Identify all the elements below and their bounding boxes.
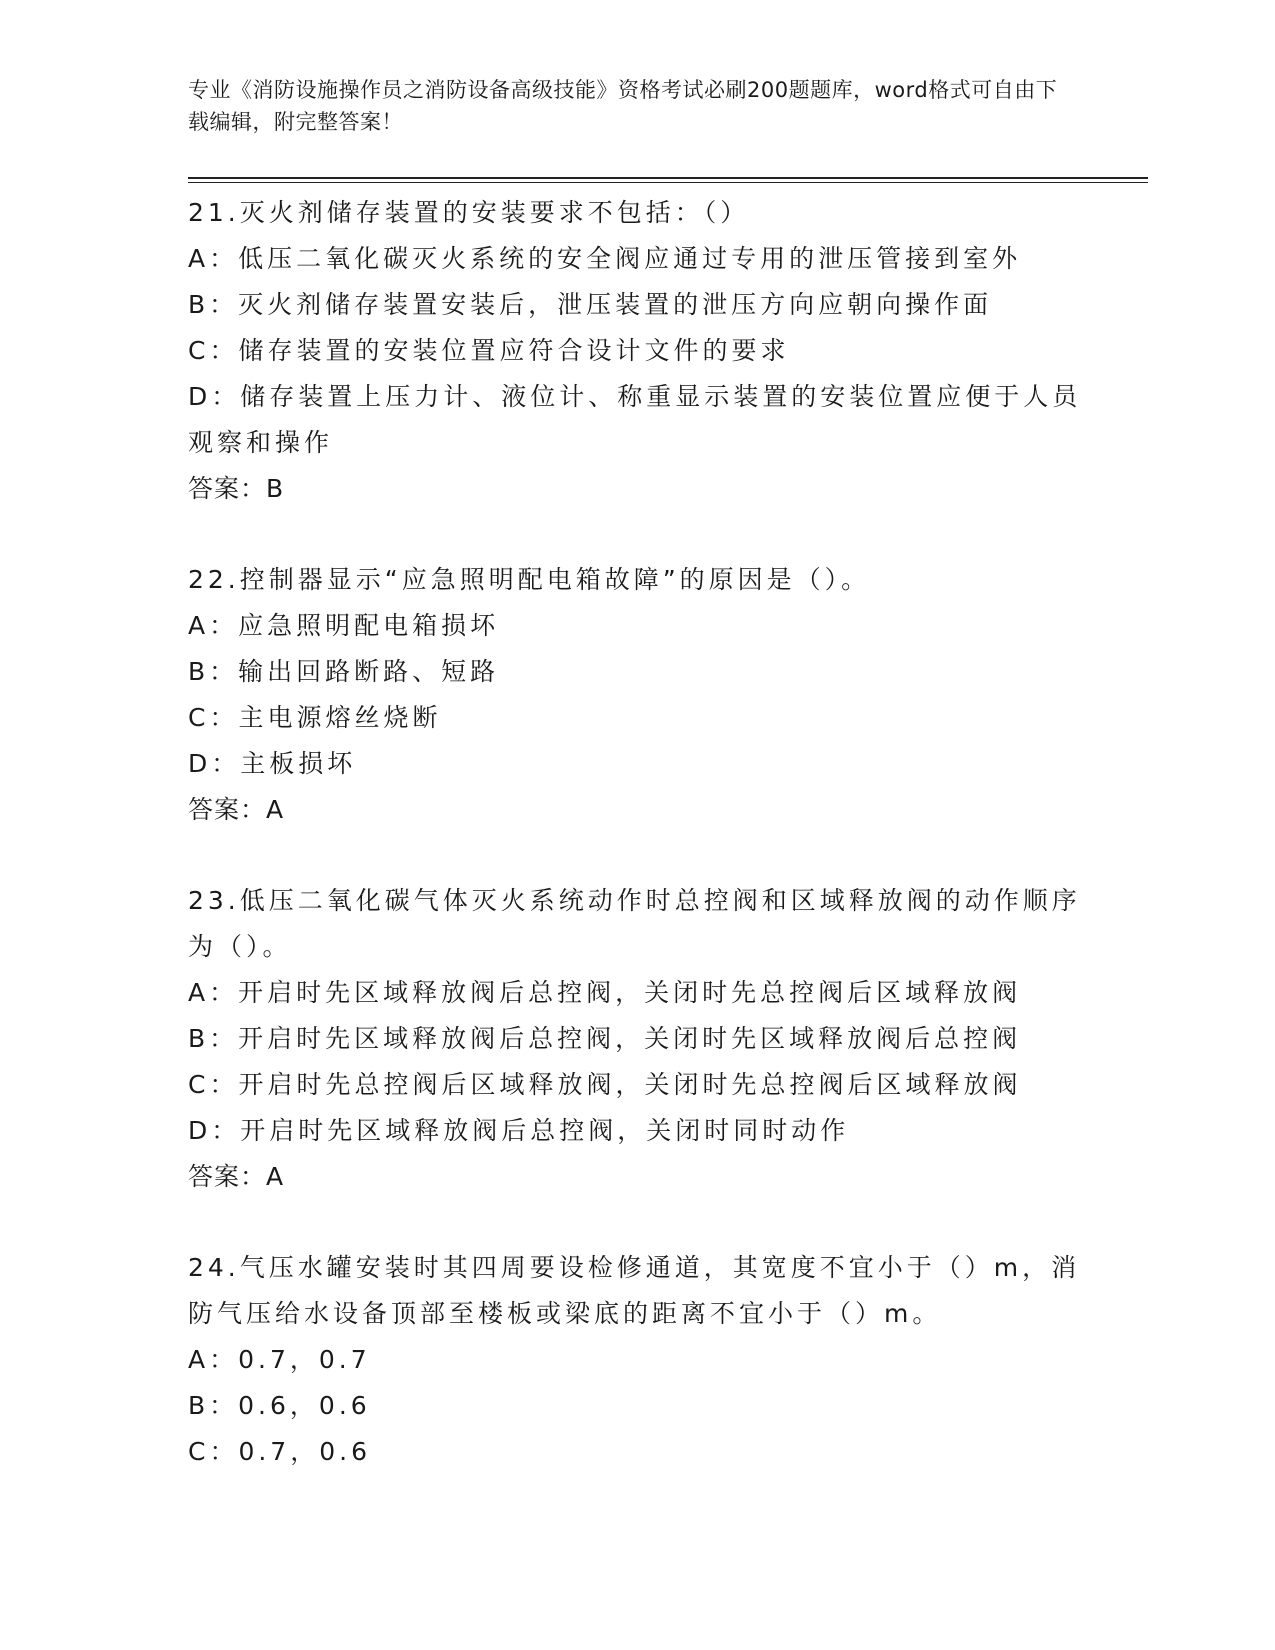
- question-22: [188, 557, 1088, 833]
- question-stem: 22.控制器显示“应急照明配电箱故障”的原因是（）。: [188, 565, 871, 594]
- question-stem: 23.低压二氧化碳气体灭火系统动作时总控阀和区域释放阀的动作顺序为（）。: [188, 886, 1081, 961]
- option-d: D：开启时先区域释放阀后总控阀，关闭时同时动作: [188, 1116, 850, 1145]
- option-d: D：主板损坏: [188, 749, 357, 778]
- answer-line: 答案：A: [188, 1162, 285, 1191]
- question-list: [188, 190, 1088, 1520]
- answer-line: 答案：B: [188, 474, 285, 503]
- question-stem: 24.气压水罐安装时其四周要设检修通道，其宽度不宜小于（）m，消防气压给水设备顶部至楼板或梁底的距离不宜小于（）m。: [188, 1253, 1081, 1328]
- header-divider-thin: [188, 182, 1148, 183]
- question-24: [188, 1245, 1088, 1475]
- option-b: B：开启时先区域释放阀后总控阀，关闭时先区域释放阀后总控阀: [188, 1024, 1022, 1053]
- option-a: A：0.7，0.7: [188, 1345, 371, 1374]
- option-a: A：应急照明配电箱损坏: [188, 611, 500, 640]
- option-a: A：开启时先区域释放阀后总控阀，关闭时先总控阀后区域释放阀: [188, 978, 1022, 1007]
- option-c: C：储存装置的安装位置应符合设计文件的要求: [188, 336, 790, 365]
- option-d: D：储存装置上压力计、液位计、称重显示装置的安装位置应便于人员观察和操作: [188, 382, 1082, 457]
- option-c: C：开启时先总控阀后区域释放阀，关闭时先总控阀后区域释放阀: [188, 1070, 1022, 1099]
- option-c: C：0.7，0.6: [188, 1437, 371, 1466]
- option-b: B：灭火剂储存装置安装后，泄压装置的泄压方向应朝向操作面: [188, 290, 993, 319]
- answer-line: 答案：A: [188, 795, 285, 824]
- option-b: B：输出回路断路、短路: [188, 657, 500, 686]
- document-header: 专业《消防设施操作员之消防设备高级技能》资格考试必刷200题题库，word格式可自由下载编辑，附完整答案！: [188, 78, 1058, 134]
- option-a: A：低压二氧化碳灭火系统的安全阀应通过专用的泄压管接到室外: [188, 244, 1022, 273]
- question-stem: 21.灭火剂储存装置的安装要求不包括：（）: [188, 198, 750, 227]
- question-21: [188, 190, 1088, 512]
- option-b: B：0.6，0.6: [188, 1391, 371, 1420]
- question-23: [188, 878, 1088, 1200]
- option-c: C：主电源熔丝烧断: [188, 703, 442, 732]
- header-divider-thick: [188, 177, 1148, 179]
